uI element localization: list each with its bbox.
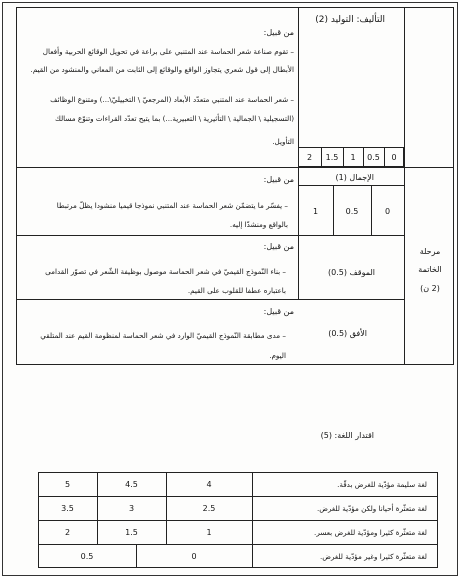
- top-score-1-5: 1.5: [325, 153, 339, 162]
- language-row-divider: [38, 520, 438, 521]
- stage-divider: [404, 167, 454, 168]
- stage-column-divider: [404, 7, 405, 365]
- ijmal-line-1: – يفسّر ما يتضمّن شعر الحماسة عند المتنبي نموذجا قيميا منشودا يظلّ مرتبطا: [56, 201, 288, 210]
- language-row-divider: [38, 544, 438, 545]
- language-row-2-label: لغة متعثّرة أحيانا ولكن مؤدّية للغرض.: [316, 504, 427, 513]
- language-column-divider: [252, 472, 253, 568]
- language-row-1-score-1: 5: [64, 480, 71, 489]
- top-score-0-5: 0.5: [367, 153, 380, 162]
- language-row-4-score-2: 0: [191, 552, 197, 561]
- top-line-2: الأبطال إلى قول شعري يتجاوز الواقع والوقائع إلى الثابت من المعاني والمنشود من القيم.: [30, 65, 294, 74]
- mawqif-heading: الموقف (0.5): [327, 268, 375, 277]
- stage-label-line-1: مرحلة: [419, 247, 441, 256]
- top-line-1: – تقوم صناعة شعر الحماسة عند المتنبي على براعة في تحويل الوقائع الحربية وأفعال: [42, 47, 294, 56]
- language-row-4-label: لغة متعثّرة كثيرا وغير مؤدّية للغرض.: [319, 552, 427, 561]
- rubric-table: [16, 7, 454, 365]
- language-heading: اقتدار اللغة: (5): [320, 431, 374, 440]
- stage-label-line-2: الخاتمة: [418, 265, 442, 274]
- top-heading: التأليف: التوليد (2): [315, 15, 385, 25]
- ufuq-heading: الأفق (0.5): [328, 329, 367, 338]
- mawqif-intro: من قبيل:: [263, 242, 294, 251]
- ufuq-line-2: اليوم.: [269, 351, 286, 360]
- language-row-2-score-1: 3.5: [61, 504, 74, 513]
- stage-label-line-3: (2 ن): [420, 284, 440, 293]
- language-row-1-score-3: 4: [206, 480, 212, 489]
- scan-page: [2, 2, 458, 576]
- mawqif-line-1: – بناء النّموذج القيميّ في شعر الحماسة موصول بوظيفة الشّعر في تصوّر القدامى: [45, 267, 286, 276]
- language-row-3-score-3: 1: [206, 528, 212, 537]
- top-score-1: 1: [350, 153, 356, 162]
- language-row-3-score-1: 2: [64, 528, 71, 537]
- ufuq-line-1: – مدى مطابقة النّموذج القيميّ الوارد في شعر الحماسة لمنظومة القيم عند المتلقي: [40, 331, 286, 340]
- mawqif-line-2: باعتباره عطفا للقلوب على القيم.: [187, 286, 286, 295]
- row-divider: [16, 299, 404, 300]
- heading-column-divider: [298, 7, 299, 147]
- top-intro: من قبيل:: [263, 28, 294, 37]
- row-divider: [16, 167, 404, 168]
- ijmal-line-2: بالواقع ومنشدّا إليه.: [229, 220, 288, 229]
- language-row-3-score-2: 1.5: [125, 528, 138, 537]
- top-score-0: 0: [391, 153, 397, 162]
- language-row-2-score-3: 2.5: [202, 504, 216, 513]
- language-row-3-label: لغة متعثّرة كثيرا ومؤدّية للغرض بعسر.: [314, 528, 427, 537]
- language-row-4-score-1: 0.5: [80, 552, 94, 561]
- ijmal-score-0-5: 0.5: [345, 207, 359, 216]
- ijmal-score-0: 0: [384, 207, 391, 216]
- language-row-divider: [38, 496, 438, 497]
- row-divider: [16, 235, 404, 236]
- language-row-2-score-2: 3: [128, 504, 135, 513]
- language-row-1-label: لغة سليمة مؤدّية للغرض بدقّة.: [337, 480, 427, 489]
- ijmal-intro: من قبيل:: [263, 175, 294, 184]
- ijmal-heading: الإجمال (1): [335, 173, 374, 182]
- ijmal-score-1: 1: [312, 207, 319, 216]
- top-line-5: التأويل.: [272, 137, 294, 146]
- ijmal-heading-divider: [298, 185, 404, 186]
- top-line-4: (التسجيلية \ الجمالية \ التأثيرية \ التعبيرية...) بما يتيح تعدّد القراءات وتنوّع مسالك: [54, 114, 294, 123]
- heading-column-divider: [298, 167, 299, 299]
- language-row-1-score-2: 4.5: [125, 480, 138, 489]
- top-score-2: 2: [306, 153, 313, 162]
- top-line-3: – شعر الحماسة عند المتنبي متعدّد الأبعاد (المرجعيّ \ التخييليّ\...) ومتنوع الوظائف: [50, 95, 294, 104]
- ufuq-intro: من قبيل:: [263, 307, 294, 316]
